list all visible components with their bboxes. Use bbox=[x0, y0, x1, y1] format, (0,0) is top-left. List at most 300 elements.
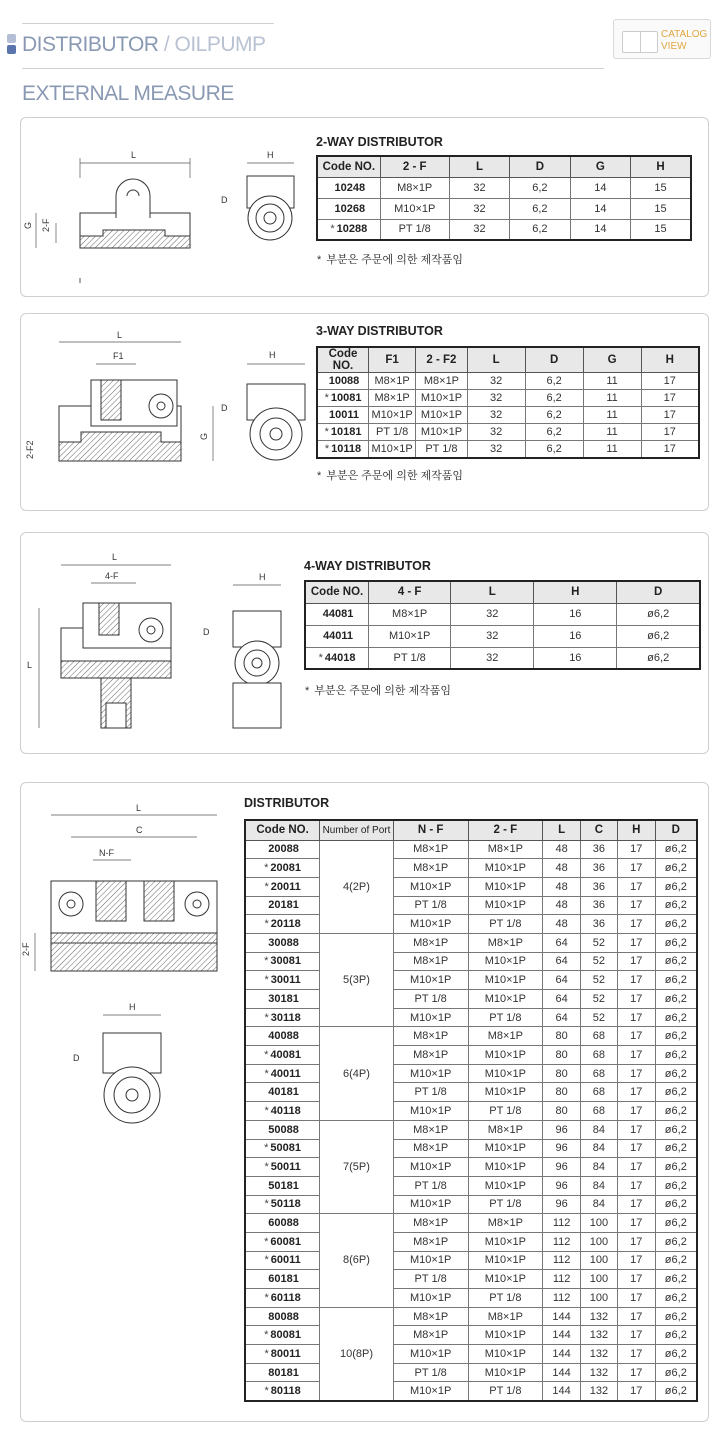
column-header: 2 - F bbox=[380, 156, 449, 177]
cell-d: ø6,2 bbox=[655, 1139, 697, 1158]
cell-g: 14 bbox=[570, 198, 630, 219]
cell-h: 15 bbox=[631, 198, 691, 219]
cell-l: 144 bbox=[543, 1382, 581, 1401]
cell-d: ø6,2 bbox=[655, 1326, 697, 1345]
table-row bbox=[317, 407, 699, 424]
cell-l: 64 bbox=[543, 933, 581, 952]
table-row bbox=[245, 1139, 697, 1158]
code-cell bbox=[245, 896, 320, 915]
cell-d: ø6,2 bbox=[617, 603, 700, 625]
cell-f2: M8×1P bbox=[416, 373, 468, 390]
cell-h: 17 bbox=[617, 971, 655, 990]
cell-d: ø6,2 bbox=[655, 1270, 697, 1289]
column-header: G bbox=[570, 156, 630, 177]
panel-4way bbox=[20, 532, 709, 754]
star-mark: * bbox=[264, 1385, 269, 1398]
table-3way bbox=[316, 346, 700, 459]
star-mark: * bbox=[264, 1104, 269, 1117]
code-cell bbox=[245, 1195, 320, 1214]
panel-2way bbox=[20, 117, 709, 297]
code-value: 50088 bbox=[268, 1123, 299, 1136]
cell-c: 52 bbox=[581, 952, 618, 971]
code-value: 80181 bbox=[268, 1366, 299, 1379]
cell-f2: M10×1P bbox=[416, 424, 468, 441]
code-value: 30088 bbox=[268, 936, 299, 949]
code-cell bbox=[245, 1027, 320, 1046]
cell-l: 32 bbox=[451, 647, 534, 669]
column-header: H bbox=[617, 820, 655, 840]
cell-d: 6,2 bbox=[525, 390, 583, 407]
column-header: L bbox=[543, 820, 581, 840]
column-header: D bbox=[510, 156, 571, 177]
cell-l: 32 bbox=[451, 625, 534, 647]
cell-h: 15 bbox=[631, 177, 691, 198]
note-3way: * 부분은 주문에 의한 제작품임 bbox=[317, 470, 464, 482]
cell-nf: M10×1P bbox=[393, 1102, 468, 1121]
cell-nf: M8×1P bbox=[393, 1232, 468, 1251]
cell-c: 52 bbox=[581, 1008, 618, 1027]
table-title-4way: 4-WAY DISTRIBUTOR bbox=[304, 559, 431, 573]
code-value: 44081 bbox=[322, 608, 354, 620]
cell-nf: M10×1P bbox=[393, 877, 468, 896]
cell-ports: 4(2P) bbox=[320, 840, 394, 933]
cell-f: M8×1P bbox=[468, 1307, 543, 1326]
cell-d: ø6,2 bbox=[655, 859, 697, 878]
cell-l: 80 bbox=[543, 1102, 581, 1121]
cell-f: M8×1P bbox=[468, 933, 543, 952]
code-cell bbox=[317, 424, 369, 441]
cell-f: M8×1P bbox=[468, 840, 543, 859]
code-cell bbox=[245, 840, 320, 859]
code-cell bbox=[317, 198, 380, 219]
cell-l: 80 bbox=[543, 1083, 581, 1102]
code-cell bbox=[317, 441, 369, 458]
cell-c: 100 bbox=[581, 1232, 618, 1251]
cell-d: ø6,2 bbox=[655, 1046, 697, 1065]
cell-l: 48 bbox=[543, 896, 581, 915]
cell-h: 17 bbox=[617, 1158, 655, 1177]
cell-d: ø6,2 bbox=[655, 1251, 697, 1270]
cell-h: 16 bbox=[534, 647, 617, 669]
cell-nf: M10×1P bbox=[393, 915, 468, 934]
cell-nf: M8×1P bbox=[393, 1120, 468, 1139]
table-row bbox=[245, 1326, 697, 1345]
code-cell bbox=[245, 1046, 320, 1065]
cell-nf: M10×1P bbox=[393, 1382, 468, 1401]
cell-c: 68 bbox=[581, 1027, 618, 1046]
cell-f2: PT 1/8 bbox=[416, 441, 468, 458]
title-separator: / bbox=[163, 33, 170, 56]
code-cell bbox=[245, 1064, 320, 1083]
table-row bbox=[245, 1195, 697, 1214]
column-header: 2 - F2 bbox=[416, 347, 468, 373]
cell-h: 17 bbox=[641, 390, 699, 407]
cell-c: 68 bbox=[581, 1046, 618, 1065]
table-row bbox=[245, 915, 697, 934]
drawing-3way bbox=[21, 314, 316, 504]
cell-l: 144 bbox=[543, 1363, 581, 1382]
cell-f1: M8×1P bbox=[369, 390, 416, 407]
catalog-book-icon bbox=[622, 31, 658, 53]
column-header: N - F bbox=[393, 820, 468, 840]
cell-f: M8×1P bbox=[468, 1214, 543, 1233]
dim-d-4way: D bbox=[203, 627, 210, 637]
cell-g: 11 bbox=[583, 373, 641, 390]
cell-f: M10×1P bbox=[468, 1083, 543, 1102]
cell-h: 17 bbox=[617, 1307, 655, 1326]
star-mark: * bbox=[324, 442, 330, 455]
code-value: 10268 bbox=[334, 202, 366, 215]
star-mark: * bbox=[264, 974, 269, 987]
table-row bbox=[245, 1158, 697, 1177]
cell-f: PT 1/8 bbox=[468, 1382, 543, 1401]
cell-l: 48 bbox=[543, 859, 581, 878]
cell-d: ø6,2 bbox=[655, 1232, 697, 1251]
code-value: 20011 bbox=[270, 880, 301, 893]
cell-ports: 7(5P) bbox=[320, 1120, 394, 1213]
code-cell bbox=[245, 915, 320, 934]
cell-d: ø6,2 bbox=[655, 1363, 697, 1382]
cell-c: 52 bbox=[581, 971, 618, 990]
star-mark: * bbox=[264, 1011, 269, 1024]
code-value: 20118 bbox=[270, 918, 301, 931]
table-row bbox=[245, 859, 697, 878]
section-title: EXTERNAL MEASURE bbox=[22, 82, 234, 105]
dim-f-2way: 2-F bbox=[41, 218, 51, 232]
cell-nf: PT 1/8 bbox=[393, 896, 468, 915]
cell-d: ø6,2 bbox=[617, 625, 700, 647]
cell-h: 17 bbox=[617, 1232, 655, 1251]
code-value: 10248 bbox=[334, 181, 366, 194]
cell-l: 144 bbox=[543, 1307, 581, 1326]
cell-l: 80 bbox=[543, 1064, 581, 1083]
dim-d-2way: D bbox=[221, 195, 228, 205]
cell-d: ø6,2 bbox=[655, 915, 697, 934]
star-mark: * bbox=[264, 1291, 269, 1304]
code-value: 80081 bbox=[270, 1329, 302, 1342]
code-cell bbox=[245, 859, 320, 878]
cell-h: 17 bbox=[617, 1120, 655, 1139]
cell-c: 84 bbox=[581, 1195, 618, 1214]
column-header: D bbox=[525, 347, 583, 373]
table-title-3way: 3-WAY DISTRIBUTOR bbox=[316, 324, 443, 338]
cell-l: 112 bbox=[543, 1214, 581, 1233]
table-row bbox=[245, 1363, 697, 1382]
table-row bbox=[245, 1307, 697, 1326]
catalog-view-button[interactable] bbox=[613, 19, 711, 59]
table-row bbox=[305, 647, 700, 669]
star-mark: * bbox=[264, 1198, 269, 1211]
cell-f: M10×1P bbox=[468, 1326, 543, 1345]
code-value: 10081 bbox=[330, 392, 362, 404]
code-value: 10118 bbox=[331, 442, 362, 455]
code-cell bbox=[245, 1307, 320, 1326]
cell-l: 32 bbox=[449, 198, 509, 219]
table-row bbox=[305, 603, 700, 625]
cell-c: 100 bbox=[581, 1214, 618, 1233]
cell-f: M10×1P bbox=[468, 971, 543, 990]
cell-d: 6,2 bbox=[525, 407, 583, 424]
cell-h: 17 bbox=[617, 1326, 655, 1345]
title-main: DISTRIBUTOR bbox=[22, 33, 159, 56]
cell-l: 144 bbox=[543, 1345, 581, 1364]
code-cell bbox=[317, 219, 380, 240]
dim-f-dist: 2-F bbox=[21, 942, 31, 956]
table-row bbox=[317, 390, 699, 407]
cell-nf: M10×1P bbox=[393, 1345, 468, 1364]
cell-nf: PT 1/8 bbox=[393, 1270, 468, 1289]
cell-g: 14 bbox=[570, 219, 630, 240]
cell-l: 32 bbox=[467, 424, 525, 441]
cell-d: ø6,2 bbox=[617, 647, 700, 669]
cell-f: M10×1P bbox=[468, 1139, 543, 1158]
table-row bbox=[245, 990, 697, 1009]
drawing-4way bbox=[21, 533, 306, 748]
table-row bbox=[317, 198, 691, 219]
cell-c: 100 bbox=[581, 1270, 618, 1289]
cell-d: 6,2 bbox=[510, 177, 571, 198]
cell-h: 17 bbox=[617, 1195, 655, 1214]
cell-f: M10×1P bbox=[468, 877, 543, 896]
code-cell bbox=[245, 1214, 320, 1233]
table-title-distributor: DISTRIBUTOR bbox=[244, 796, 330, 810]
cell-nf: M10×1P bbox=[393, 1158, 468, 1177]
table-distributor bbox=[244, 819, 698, 1402]
code-cell bbox=[317, 390, 369, 407]
cell-nf: PT 1/8 bbox=[393, 1176, 468, 1195]
table-row bbox=[317, 424, 699, 441]
cell-l: 64 bbox=[543, 990, 581, 1009]
table-row bbox=[245, 840, 697, 859]
code-value: 30118 bbox=[270, 1011, 301, 1024]
cell-g: 11 bbox=[583, 441, 641, 458]
column-header: H bbox=[641, 347, 699, 373]
cell-d: ø6,2 bbox=[655, 990, 697, 1009]
cell-c: 36 bbox=[581, 896, 618, 915]
cell-l: 96 bbox=[543, 1195, 581, 1214]
star-mark: * bbox=[324, 426, 329, 438]
cell-l: 80 bbox=[543, 1027, 581, 1046]
cell-nf: M10×1P bbox=[393, 1008, 468, 1027]
code-value: 30011 bbox=[270, 974, 301, 987]
cell-f1: PT 1/8 bbox=[369, 424, 416, 441]
cell-f: PT 1/8 bbox=[468, 915, 543, 934]
table-row bbox=[245, 1176, 697, 1195]
cell-f: M10×1P bbox=[468, 990, 543, 1009]
cell-d: ø6,2 bbox=[655, 1176, 697, 1195]
cell-l: 32 bbox=[451, 603, 534, 625]
star-mark: * bbox=[264, 862, 269, 875]
cell-c: 100 bbox=[581, 1251, 618, 1270]
cell-l: 32 bbox=[467, 441, 525, 458]
cell-d: ø6,2 bbox=[655, 1214, 697, 1233]
column-header: D bbox=[655, 820, 697, 840]
cell-ports: 6(4P) bbox=[320, 1027, 394, 1120]
dim-g-2way: G bbox=[23, 221, 33, 229]
dim-g-3way: G bbox=[199, 432, 209, 440]
cell-d: ø6,2 bbox=[655, 952, 697, 971]
code-value: 60118 bbox=[270, 1291, 301, 1304]
cell-c: 68 bbox=[581, 1064, 618, 1083]
code-cell bbox=[245, 1251, 320, 1270]
cell-f: PT 1/8 bbox=[369, 647, 451, 669]
code-cell bbox=[317, 407, 369, 424]
table-4way bbox=[304, 580, 701, 670]
table-row bbox=[245, 1232, 697, 1251]
dim-h-4way: H bbox=[259, 572, 266, 582]
star-mark: * bbox=[324, 392, 329, 404]
cell-h: 17 bbox=[641, 373, 699, 390]
star-mark: * bbox=[264, 1142, 269, 1155]
star-mark: * bbox=[264, 955, 269, 968]
cell-f2: M10×1P bbox=[416, 407, 468, 424]
cell-l: 112 bbox=[543, 1232, 581, 1251]
catalog-label-1: CATALOG bbox=[661, 29, 708, 40]
cell-h: 17 bbox=[617, 1345, 655, 1364]
column-header: L bbox=[449, 156, 509, 177]
table-row bbox=[245, 1083, 697, 1102]
table-row bbox=[245, 952, 697, 971]
cell-f: M10×1P bbox=[468, 952, 543, 971]
cell-f: M10×1P bbox=[468, 1251, 543, 1270]
table-row bbox=[245, 1214, 697, 1233]
page-title bbox=[22, 33, 266, 57]
code-value: 10011 bbox=[329, 409, 359, 421]
code-value: 60088 bbox=[268, 1217, 299, 1230]
header-rule-bottom bbox=[22, 68, 604, 69]
cell-nf: M8×1P bbox=[393, 1307, 468, 1326]
column-header: Code NO. bbox=[317, 156, 380, 177]
table-row bbox=[245, 896, 697, 915]
column-header: C bbox=[581, 820, 618, 840]
table-row bbox=[305, 625, 700, 647]
cell-f: M10×1P bbox=[468, 1064, 543, 1083]
code-cell bbox=[245, 990, 320, 1009]
dim-d-3way: D bbox=[221, 403, 228, 413]
cell-f1: M10×1P bbox=[369, 407, 416, 424]
cell-nf: M8×1P bbox=[393, 933, 468, 952]
table-title-2way: 2-WAY DISTRIBUTOR bbox=[316, 135, 443, 149]
table-row bbox=[245, 1289, 697, 1308]
cell-nf: M8×1P bbox=[393, 840, 468, 859]
column-header: L bbox=[451, 581, 534, 603]
cell-f: M10×1P bbox=[380, 198, 449, 219]
cell-c: 132 bbox=[581, 1345, 618, 1364]
table-row bbox=[245, 1270, 697, 1289]
table-2way bbox=[316, 155, 692, 241]
cell-d: ø6,2 bbox=[655, 1382, 697, 1401]
dim-l-2way: L bbox=[131, 150, 137, 160]
cell-h: 17 bbox=[617, 1083, 655, 1102]
header-rule-top bbox=[22, 23, 274, 24]
dim-l-dist: L bbox=[136, 803, 142, 813]
cell-g: 11 bbox=[583, 390, 641, 407]
cell-nf: M10×1P bbox=[393, 1064, 468, 1083]
cell-f: M10×1P bbox=[468, 896, 543, 915]
cell-f: M10×1P bbox=[468, 1345, 543, 1364]
dim-c-dist: C bbox=[136, 825, 143, 835]
cell-c: 132 bbox=[581, 1326, 618, 1345]
star-mark: * bbox=[264, 1067, 269, 1080]
cell-d: ø6,2 bbox=[655, 1027, 697, 1046]
cell-c: 52 bbox=[581, 933, 618, 952]
table-row bbox=[245, 1345, 697, 1364]
cell-nf: M8×1P bbox=[393, 1046, 468, 1065]
column-header: Code NO. bbox=[245, 820, 320, 840]
code-cell bbox=[245, 1139, 320, 1158]
cell-l: 144 bbox=[543, 1326, 581, 1345]
cell-h: 17 bbox=[617, 1064, 655, 1083]
cell-nf: PT 1/8 bbox=[393, 1083, 468, 1102]
star-mark: * bbox=[264, 1161, 269, 1174]
cell-d: ø6,2 bbox=[655, 1158, 697, 1177]
code-cell bbox=[305, 603, 369, 625]
cell-f: M10×1P bbox=[468, 1176, 543, 1195]
cell-c: 68 bbox=[581, 1102, 618, 1121]
cell-l: 112 bbox=[543, 1270, 581, 1289]
code-cell bbox=[245, 877, 320, 896]
cell-nf: M10×1P bbox=[393, 1289, 468, 1308]
dim-f1-3way: F1 bbox=[113, 351, 124, 361]
cell-g: 14 bbox=[570, 177, 630, 198]
dim-h-dist: H bbox=[129, 1002, 136, 1012]
cell-h: 17 bbox=[617, 1363, 655, 1382]
table-row bbox=[317, 177, 691, 198]
table-row bbox=[245, 1102, 697, 1121]
cell-l: 112 bbox=[543, 1251, 581, 1270]
cell-d: ø6,2 bbox=[655, 896, 697, 915]
cell-l: 96 bbox=[543, 1158, 581, 1177]
cell-c: 36 bbox=[581, 877, 618, 896]
code-value: 20088 bbox=[268, 843, 299, 856]
cell-h: 17 bbox=[617, 1008, 655, 1027]
cell-h: 17 bbox=[617, 1139, 655, 1158]
cell-h: 17 bbox=[617, 1046, 655, 1065]
cell-h: 17 bbox=[617, 1176, 655, 1195]
code-value: 30081 bbox=[270, 955, 302, 968]
cell-c: 84 bbox=[581, 1158, 618, 1177]
code-cell bbox=[245, 1382, 320, 1401]
cell-f: M8×1P bbox=[369, 603, 451, 625]
dim-l2-4way: L bbox=[27, 660, 33, 670]
cell-c: 36 bbox=[581, 915, 618, 934]
cell-l: 48 bbox=[543, 840, 581, 859]
code-value: 50118 bbox=[270, 1198, 301, 1211]
cell-l: 48 bbox=[543, 877, 581, 896]
cell-l: 64 bbox=[543, 971, 581, 990]
cell-h: 17 bbox=[617, 1102, 655, 1121]
cell-h: 17 bbox=[617, 1270, 655, 1289]
cell-h: 17 bbox=[617, 1251, 655, 1270]
cell-c: 84 bbox=[581, 1176, 618, 1195]
code-cell bbox=[245, 952, 320, 971]
table-row bbox=[317, 219, 691, 240]
cell-l: 80 bbox=[543, 1046, 581, 1065]
column-header: D bbox=[617, 581, 700, 603]
cell-h: 15 bbox=[631, 219, 691, 240]
dim-d-dist: D bbox=[73, 1053, 80, 1063]
star-mark: * bbox=[264, 1048, 269, 1061]
cell-h: 16 bbox=[534, 603, 617, 625]
code-cell bbox=[245, 1232, 320, 1251]
table-row bbox=[245, 1064, 697, 1083]
cell-d: 6,2 bbox=[510, 198, 571, 219]
note-4way: * 부분은 주문에 의한 제작품임 bbox=[305, 685, 452, 697]
code-cell bbox=[317, 373, 369, 390]
cell-f1: M8×1P bbox=[369, 373, 416, 390]
table-row bbox=[245, 1382, 697, 1401]
table-row bbox=[245, 933, 697, 952]
